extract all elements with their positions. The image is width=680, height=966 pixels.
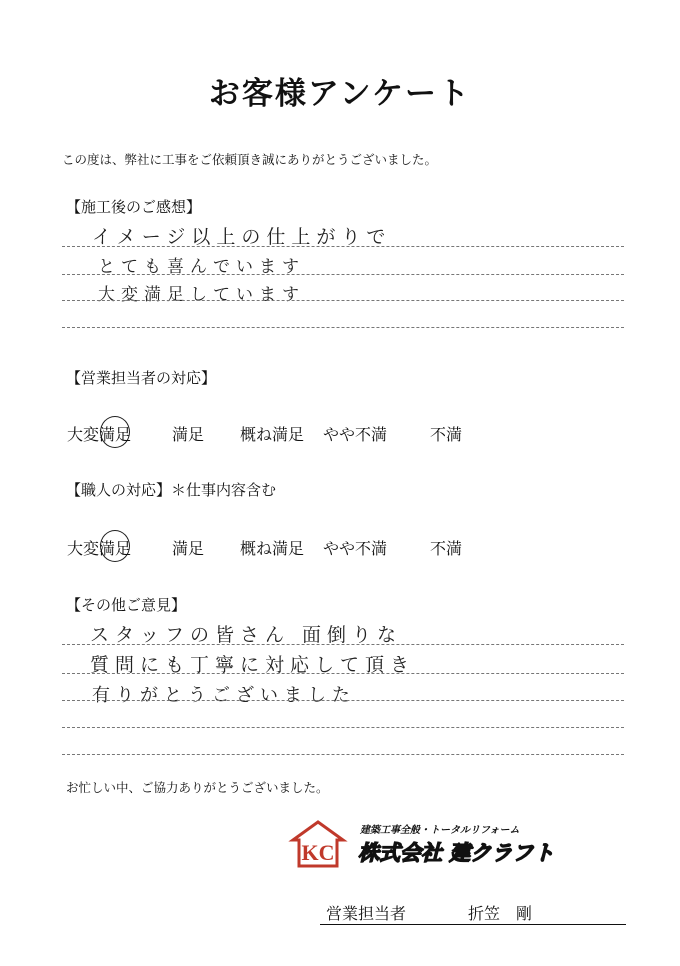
company-name: 株式会社 建クラフト bbox=[358, 841, 555, 865]
impression-heading: 【施工後のご感想】 bbox=[66, 198, 202, 216]
craftsman-heading: 【職人の対応】＊仕事内容含む bbox=[66, 481, 277, 499]
impression-rule-2 bbox=[62, 274, 624, 275]
sales-rep-line bbox=[320, 900, 626, 925]
other-rule-1 bbox=[62, 644, 624, 645]
logo-letters: KC bbox=[301, 840, 335, 865]
other-line-3: 有りがとうございました bbox=[92, 685, 356, 706]
sales-rep-label: 営業担当者 bbox=[326, 904, 407, 923]
impression-rule-1 bbox=[62, 246, 624, 247]
impression-rule-4 bbox=[62, 327, 624, 328]
thanks-text: お忙しい中、ご協力ありがとうございました。 bbox=[66, 780, 329, 795]
craftsman-option-5: 不満 bbox=[430, 539, 463, 558]
impression-line-2: とても喜んでいます bbox=[98, 257, 305, 277]
sales-option-3: 概ね満足 bbox=[240, 425, 305, 444]
sales-rep-name: 折笠 剛 bbox=[468, 904, 533, 923]
intro-text: この度は、弊社に工事をご依頼頂き誠にありがとうございました。 bbox=[62, 152, 438, 167]
sales-option-5: 不満 bbox=[430, 425, 463, 444]
craftsman-option-2: 満足 bbox=[172, 539, 205, 558]
impression-line-3: 大変満足しています bbox=[98, 285, 305, 305]
craftsman-option-3: 概ね満足 bbox=[240, 539, 305, 558]
other-line-1: スタッフの皆さん 面倒りな bbox=[90, 624, 403, 646]
other-rule-5 bbox=[62, 754, 624, 755]
company-logo bbox=[288, 818, 588, 870]
sales-option-2: 満足 bbox=[172, 425, 205, 444]
craftsman-option-1: 大変満足 bbox=[67, 539, 132, 558]
other-line-2: 質問にも丁寧に対応して頂き bbox=[90, 654, 416, 676]
page-title: お客様アンケート bbox=[208, 76, 472, 112]
sales-option-4: やや不満 bbox=[323, 425, 388, 444]
craftsman-option-4: やや不満 bbox=[323, 539, 388, 558]
impression-line-1: イメージ以上の仕上がりで bbox=[92, 226, 392, 248]
kc-house-icon bbox=[293, 822, 343, 866]
other-rule-4 bbox=[62, 727, 624, 728]
other-rule-2 bbox=[62, 673, 624, 674]
company-tagline: 建築工事全般・トータルリフォーム bbox=[360, 825, 520, 836]
other-heading: 【その他ご意見】 bbox=[66, 596, 187, 614]
other-rule-3 bbox=[62, 700, 624, 701]
sales-heading: 【営業担当者の対応】 bbox=[66, 369, 217, 387]
impression-rule-3 bbox=[62, 300, 624, 301]
sales-option-1: 大変満足 bbox=[67, 425, 132, 444]
